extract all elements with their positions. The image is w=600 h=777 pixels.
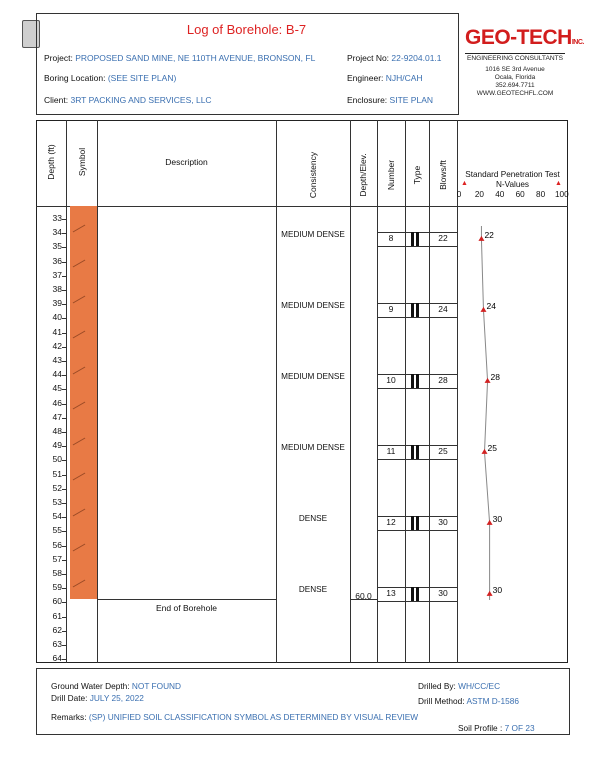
depth-tick-mark	[62, 318, 66, 319]
depth-tick-mark	[62, 290, 66, 291]
consistency-value: MEDIUM DENSE	[281, 300, 345, 310]
depth-tick-label: 64	[52, 653, 62, 664]
end-line	[97, 599, 276, 600]
project-value: PROPOSED SAND MINE, NE 110TH AVENUE, BRONSON, FL	[75, 53, 316, 63]
depth-tick-mark	[62, 588, 66, 589]
depth-tick-mark	[62, 546, 66, 547]
col-header-description: Description	[165, 157, 208, 167]
depth-tick-label: 34	[52, 227, 62, 238]
logo-address2: Ocala, Florida	[494, 74, 536, 81]
depth-tick-label: 54	[52, 511, 62, 522]
depth-tick-mark	[62, 347, 66, 348]
depth-tick-label: 42	[52, 340, 62, 351]
logo-address1: 1016 SE 3rd Avenue	[485, 66, 545, 73]
sample-number: 11	[386, 445, 396, 456]
col-header-depth-elev: Depth/Elev.	[358, 153, 368, 197]
spt-tick-label: 80	[536, 190, 546, 199]
gw-label: Ground Water Depth:	[51, 681, 130, 691]
enclosure-value: SITE PLAN	[389, 95, 434, 105]
depth-tick-mark	[62, 304, 66, 305]
sample-row-line	[377, 388, 429, 389]
logo-phone: 352.694.7711	[495, 82, 535, 89]
boring-location-row	[44, 73, 176, 83]
logo-web: WWW.GEOTECHFL.COM	[476, 90, 554, 97]
depth-tick-label: 57	[52, 553, 62, 564]
spt-point-label: 30	[492, 513, 503, 524]
blows-value: 22	[438, 232, 448, 243]
col-divider	[405, 120, 406, 663]
depth-tick-label: 36	[52, 255, 62, 266]
project-no-label: Project No:	[347, 53, 390, 63]
depth-tick-label: 62	[52, 624, 62, 635]
sample-row-line	[429, 459, 457, 460]
consistency-value: MEDIUM DENSE	[281, 229, 345, 239]
engineer-value: NJH/CAH	[385, 73, 423, 83]
sample-row-line	[377, 601, 429, 602]
end-depth-value: 60.0	[355, 591, 372, 601]
soil-profile-value: 7 OF 23	[504, 723, 535, 733]
logo-suffix: INC.	[571, 39, 584, 46]
depth-tick-label: 61	[52, 610, 62, 621]
client-label: Client:	[44, 95, 69, 105]
logo-name: GEO-TECH	[465, 26, 572, 49]
depth-tick-mark	[62, 489, 66, 490]
depth-tick-label: 45	[52, 383, 62, 394]
col-divider	[429, 120, 430, 663]
col-header-consistency: Consistency	[308, 151, 318, 199]
depth-tick-label: 55	[52, 525, 62, 536]
blows-value: 25	[438, 445, 448, 456]
sample-row-line	[429, 317, 457, 318]
drilled-by-label: Drilled By:	[418, 681, 456, 691]
enclosure-row	[347, 95, 433, 105]
depth-tick-mark	[62, 418, 66, 419]
split-spoon-icon	[411, 374, 421, 388]
depth-tick-label: 38	[52, 284, 62, 294]
consistency-value: DENSE	[298, 584, 328, 594]
sample-row-line	[429, 601, 457, 602]
depth-tick-label: 48	[52, 426, 62, 436]
blows-value: 28	[438, 374, 448, 385]
client-value: 3RT PACKING AND SERVICES, LLC	[70, 95, 212, 105]
project-label: Project:	[44, 53, 73, 63]
log-title: Log of Borehole: B-7	[186, 22, 307, 37]
remarks-value: (SP) UNIFIED SOIL CLASSIFICATION SYMBOL AS DETERMINED BY VISUAL REVIEW	[88, 712, 419, 722]
project-no-row	[347, 53, 442, 63]
spt-point-label: 30	[492, 584, 503, 595]
sample-number: 9	[388, 303, 394, 314]
sample-number: 13	[386, 587, 396, 598]
drill-method-label: Drill Method:	[418, 696, 465, 706]
sample-number: 8	[388, 232, 394, 243]
depth-tick-label: 37	[52, 269, 62, 280]
col-header-depth: Depth (ft)	[46, 144, 56, 180]
enclosure-label: Enclosure:	[347, 95, 388, 105]
spt-tick-label: 40	[495, 190, 505, 199]
depth-tick-label: 35	[52, 241, 62, 252]
depth-tick-label: 46	[52, 397, 62, 408]
depth-tick-label: 63	[52, 639, 62, 649]
depth-tick-label: 56	[52, 539, 62, 550]
spt-point-label: 28	[490, 371, 501, 382]
spt-subtitle: N-Values	[495, 180, 530, 189]
remarks-row	[51, 712, 418, 722]
col-header-number: Number	[386, 159, 396, 191]
split-spoon-icon	[411, 587, 421, 601]
sample-row-line	[377, 246, 429, 247]
split-spoon-icon	[411, 516, 421, 530]
depth-tick-mark	[62, 247, 66, 248]
depth-tick-mark	[62, 503, 66, 504]
depth-tick-label: 58	[52, 568, 62, 578]
drill-method-value: ASTM D-1586	[466, 696, 520, 706]
depth-tick-mark	[62, 375, 66, 376]
depth-tick-mark	[62, 446, 66, 447]
spt-tick-label: 20	[474, 190, 484, 199]
depth-tick-label: 47	[52, 411, 62, 422]
spt-tick-label: 60	[515, 190, 525, 199]
drill-date-label: Drill Date:	[51, 693, 88, 703]
spt-point-label: 25	[487, 442, 497, 453]
depth-tick-label: 52	[52, 482, 62, 493]
depth-tick-mark	[62, 560, 66, 561]
sample-row-line	[377, 530, 429, 531]
col-divider	[276, 120, 277, 663]
groundwater-row	[51, 681, 181, 691]
depth-tick-label: 59	[52, 582, 62, 593]
blows-value: 24	[438, 303, 448, 314]
drill-date-value: JULY 25, 2022	[89, 693, 144, 703]
consistency-value: MEDIUM DENSE	[281, 371, 345, 381]
depth-tick-label: 43	[52, 355, 62, 365]
depth-tick-label: 60	[52, 596, 62, 607]
depth-tick-mark	[62, 404, 66, 405]
depth-tick-label: 53	[52, 497, 62, 507]
depth-tick-mark	[62, 617, 66, 618]
split-spoon-icon	[411, 303, 421, 317]
depth-tick-mark	[62, 531, 66, 532]
split-spoon-icon	[411, 445, 421, 459]
end-of-borehole: End of Borehole	[156, 603, 217, 613]
remarks-label: Remarks:	[51, 712, 87, 722]
depth-tick-mark	[62, 574, 66, 575]
spt-left-marker-icon: ▲	[461, 180, 468, 187]
sample-row-line	[377, 459, 429, 460]
depth-tick-mark	[62, 233, 66, 234]
depth-tick-label: 49	[52, 440, 62, 451]
depth-tick-mark	[62, 602, 66, 603]
engineer-label: Engineer:	[347, 73, 384, 83]
sample-number: 10	[386, 374, 396, 385]
spt-point-label: 24	[486, 300, 496, 311]
engineer-row	[347, 73, 423, 83]
drilled-by-row	[418, 681, 500, 691]
drill-method-row	[418, 696, 519, 706]
col-header-blows: Blows/ft	[438, 160, 448, 190]
project-no-value: 22-9204.01.1	[391, 53, 442, 63]
split-spoon-icon	[411, 232, 421, 246]
depth-tick-mark	[62, 219, 66, 220]
soil-profile-label: Soil Profile :	[458, 723, 503, 733]
consistency-value: DENSE	[298, 513, 328, 523]
boring-location-label: Boring Location:	[44, 73, 106, 83]
depth-tick-mark	[62, 475, 66, 476]
depth-tick-mark	[62, 517, 66, 518]
depth-tick-mark	[62, 262, 66, 263]
sample-row-line	[429, 388, 457, 389]
spt-title: Standard Penetration Test	[465, 170, 560, 179]
soil-profile-row	[458, 723, 535, 733]
drill-date-row	[51, 693, 144, 703]
gw-value: NOT FOUND	[131, 681, 182, 691]
depth-tick-mark	[62, 631, 66, 632]
depth-tick-label: 39	[52, 298, 62, 309]
company-logo	[465, 26, 584, 50]
sample-row-line	[377, 317, 429, 318]
blows-value: 30	[438, 587, 448, 598]
depth-tick-mark	[62, 389, 66, 390]
spt-chart	[457, 206, 568, 663]
spt-right-marker-icon: ▲	[555, 180, 562, 187]
consistency-value: MEDIUM DENSE	[281, 442, 345, 452]
depth-tick-label: 50	[52, 454, 62, 465]
spt-trend-line	[481, 226, 489, 600]
sample-row-line	[429, 530, 457, 531]
sample-number: 12	[386, 516, 396, 527]
depth-tick-mark	[62, 460, 66, 461]
depth-tick-label: 33	[52, 213, 62, 223]
depth-tick-mark	[62, 432, 66, 433]
depth-tick-label: 51	[52, 468, 62, 479]
depth-tick-mark	[62, 333, 66, 334]
col-header-type: Type	[412, 165, 422, 185]
col-header-symbol: Symbol	[77, 147, 87, 177]
col-divider	[97, 120, 98, 663]
depth-tick-mark	[62, 361, 66, 362]
depth-tick-label: 44	[52, 369, 62, 380]
project-row	[44, 53, 315, 63]
blows-value: 30	[438, 516, 448, 527]
col-divider	[66, 120, 67, 663]
depth-tick-mark	[62, 659, 66, 660]
col-divider	[350, 120, 351, 663]
depth-tick-mark	[62, 276, 66, 277]
col-divider	[377, 120, 378, 663]
spt-point-label: 22	[484, 229, 494, 240]
logo-subtitle: ENGINEERING CONSULTANTS	[466, 55, 564, 62]
spt-tick-label: 100	[555, 190, 569, 199]
drilled-by-value: WH/CC/EC	[458, 681, 501, 691]
spt-tick-label: 0	[456, 190, 462, 199]
boring-location-value: (SEE SITE PLAN)	[107, 73, 177, 83]
depth-tick-label: 41	[52, 326, 62, 337]
depth-tick-label: 40	[52, 312, 62, 323]
client-row	[44, 95, 212, 105]
depth-tick-mark	[62, 645, 66, 646]
sample-row-line	[429, 246, 457, 247]
